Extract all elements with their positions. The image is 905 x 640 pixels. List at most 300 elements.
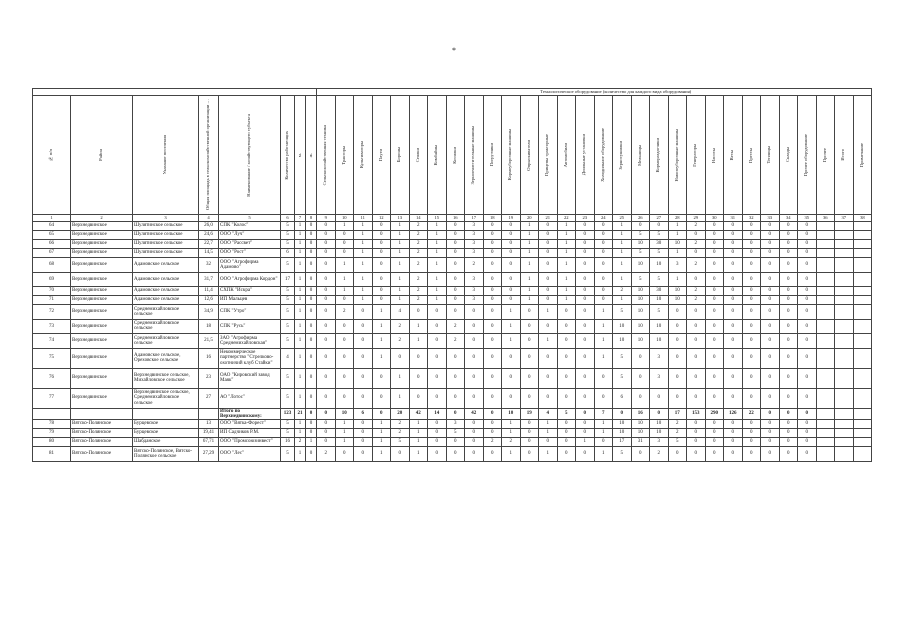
row-value: 0: [576, 429, 595, 438]
row-value: 0: [502, 240, 521, 249]
total-value: 0: [446, 408, 465, 420]
row-value: 0: [557, 420, 576, 429]
row-value: 0: [306, 447, 317, 462]
row-value: 1: [391, 258, 410, 273]
row-value: 0: [705, 420, 724, 429]
row-empty: [835, 287, 854, 296]
row-value: 0: [428, 388, 447, 408]
row-value: 0: [317, 438, 336, 447]
row-value: 1: [295, 368, 306, 388]
row-district: Верхнедвинское: [71, 319, 133, 334]
row-value: 0: [594, 249, 613, 258]
row-value: 0: [391, 447, 410, 462]
row-value: 0: [798, 420, 817, 429]
table-row: [33, 368, 872, 388]
row-value: 0: [539, 249, 558, 258]
row-value: 0: [539, 319, 558, 334]
row-empty: [853, 287, 872, 296]
col-header-label: Весы: [729, 149, 735, 161]
col-header-label: Зерноочистительные машины: [470, 125, 476, 185]
row-value: 5: [281, 231, 295, 240]
row-number: 71: [33, 296, 71, 305]
row-value: 0: [724, 368, 743, 388]
row-value: 1: [557, 258, 576, 273]
row-value: 0: [576, 388, 595, 408]
col-header-t29: [835, 96, 854, 215]
table-row: [33, 249, 872, 258]
row-value: 0: [724, 420, 743, 429]
table-row: [33, 334, 872, 349]
col-number: 10: [335, 215, 354, 222]
row-value: 1: [391, 240, 410, 249]
row-value: 1: [594, 429, 613, 438]
col-header-no: [33, 96, 71, 215]
row-value: 0: [539, 296, 558, 305]
row-value: 0: [428, 348, 447, 368]
row-value: 1: [502, 447, 521, 462]
col-number: 32: [742, 215, 761, 222]
row-value: 0: [306, 296, 317, 305]
col-number: 37: [835, 215, 854, 222]
row-value: 1: [520, 287, 539, 296]
row-area: 32: [199, 258, 219, 273]
row-value: 2: [446, 334, 465, 349]
row-value: 0: [465, 368, 484, 388]
row-empty: [853, 258, 872, 273]
row-value: 0: [687, 272, 706, 287]
row-empty: [853, 222, 872, 231]
row-value: 1: [335, 258, 354, 273]
row-value: 0: [354, 420, 373, 429]
col-header-t20: [668, 96, 687, 215]
row-value: 0: [539, 222, 558, 231]
row-value: 0: [724, 438, 743, 447]
row-number: 81: [33, 447, 71, 462]
row-value: 1: [502, 305, 521, 320]
row-value: 0: [335, 348, 354, 368]
row-value: 0: [687, 319, 706, 334]
row-value: 1: [520, 249, 539, 258]
row-value: 1: [391, 296, 410, 305]
row-value: 0: [705, 447, 724, 462]
row-value: 0: [306, 368, 317, 388]
row-value: 1: [295, 222, 306, 231]
row-empty: [853, 319, 872, 334]
row-value: 1: [557, 222, 576, 231]
col-number: 3: [133, 215, 199, 222]
row-value: 2: [687, 222, 706, 231]
row-settlement: Бурцевское: [133, 420, 199, 429]
row-value: 0: [779, 222, 798, 231]
row-value: 0: [317, 388, 336, 408]
row-area: 22,7: [199, 240, 219, 249]
row-district: Вятско-Полянское: [71, 420, 133, 429]
row-value: 0: [631, 368, 650, 388]
row-settlement: Вятско-Полянское, Вятско-Полянское сельское: [133, 447, 199, 462]
col-number: 24: [594, 215, 613, 222]
row-value: 0: [798, 388, 817, 408]
row-value: 0: [539, 287, 558, 296]
row-empty: [816, 429, 835, 438]
row-value: 0: [742, 249, 761, 258]
row-organization: ООО "Промсоюзинвест": [219, 438, 281, 447]
total-value: 123: [281, 408, 295, 420]
row-value: 0: [520, 429, 539, 438]
row-value: 1: [502, 334, 521, 349]
row-value: 0: [446, 287, 465, 296]
row-value: 0: [761, 231, 780, 240]
row-value: 0: [465, 348, 484, 368]
row-value: 1: [428, 258, 447, 273]
row-value: 0: [779, 240, 798, 249]
row-value: 2: [317, 447, 336, 462]
row-district: Верхнедвинское: [71, 296, 133, 305]
row-value: 5: [281, 258, 295, 273]
total-value: 126: [724, 408, 743, 420]
col-header-t26: [779, 96, 798, 215]
row-value: 1: [335, 429, 354, 438]
row-value: 1: [613, 258, 632, 273]
total-value: 5: [557, 408, 576, 420]
row-value: 0: [446, 240, 465, 249]
row-value: 1: [594, 348, 613, 368]
row-value: 1: [409, 420, 428, 429]
row-value: 0: [306, 348, 317, 368]
row-settlement: Верхнедвинское сельское, Михайловское сельское: [133, 368, 199, 388]
col-header-t8: [446, 96, 465, 215]
row-value: 1: [576, 438, 595, 447]
col-number: 4: [199, 215, 219, 222]
row-area: 27: [199, 388, 219, 408]
equipment-table: [32, 88, 872, 462]
row-value: 0: [539, 388, 558, 408]
row-value: 10: [613, 334, 632, 349]
row-value: 0: [446, 231, 465, 240]
row-value: 0: [520, 305, 539, 320]
row-value: 1: [354, 258, 373, 273]
row-value: 0: [557, 388, 576, 408]
col-header-label: Автомобили: [562, 142, 568, 168]
row-value: 5: [650, 231, 669, 240]
row-value: 5: [281, 296, 295, 305]
row-value: 0: [705, 388, 724, 408]
row-empty: [835, 334, 854, 349]
row-value: 2: [391, 429, 410, 438]
row-value: 0: [742, 272, 761, 287]
row-value: 0: [354, 348, 373, 368]
col-number: 25: [613, 215, 632, 222]
row-value: 0: [306, 420, 317, 429]
row-organization: СПК "Утро": [219, 305, 281, 320]
row-settlement: Шабданское: [133, 438, 199, 447]
col-header-t25: [761, 96, 780, 215]
row-value: 0: [594, 438, 613, 447]
row-value: 0: [483, 388, 502, 408]
row-value: 0: [520, 388, 539, 408]
row-value: 5: [650, 272, 669, 287]
row-district: Верхнедвинское: [71, 240, 133, 249]
row-settlement: Среднемихайловское сельское: [133, 334, 199, 349]
row-value: 0: [317, 429, 336, 438]
row-value: 1: [668, 222, 687, 231]
row-value: 0: [354, 334, 373, 349]
table-row: [33, 296, 872, 305]
row-value: 10: [631, 429, 650, 438]
col-header-label: Генераторы: [692, 143, 698, 167]
row-value: 0: [539, 272, 558, 287]
col-header-label: Насосы: [710, 147, 716, 163]
row-value: 0: [742, 447, 761, 462]
row-value: 0: [446, 438, 465, 447]
col-header-label: м.: [296, 152, 302, 158]
row-empty: [853, 249, 872, 258]
row-value: 0: [576, 287, 595, 296]
row-value: 0: [594, 296, 613, 305]
col-header-org: [219, 96, 281, 215]
row-value: 0: [372, 258, 391, 273]
row-value: 4: [281, 348, 295, 368]
row-value: 1: [539, 305, 558, 320]
row-value: 0: [317, 334, 336, 349]
row-value: 30: [650, 240, 669, 249]
row-empty: [816, 334, 835, 349]
row-value: 1: [335, 287, 354, 296]
row-value: 0: [483, 272, 502, 287]
row-settlement: Адамовское сельское: [133, 296, 199, 305]
row-value: 1: [613, 231, 632, 240]
row-value: 0: [687, 429, 706, 438]
row-value: 1: [372, 447, 391, 462]
col-header-label: Доильные установки: [581, 134, 587, 176]
table-row: [33, 305, 872, 320]
row-value: 0: [483, 447, 502, 462]
total-empty: [133, 408, 199, 420]
row-value: 1: [594, 319, 613, 334]
row-empty: [816, 438, 835, 447]
col-header-t6: [409, 96, 428, 215]
row-empty: [816, 249, 835, 258]
row-value: 5: [613, 368, 632, 388]
row-value: 0: [798, 222, 817, 231]
row-value: 31: [631, 438, 650, 447]
table-row: [33, 348, 872, 368]
row-value: 1: [354, 296, 373, 305]
row-value: 0: [483, 240, 502, 249]
row-value: 0: [465, 438, 484, 447]
row-value: 1: [428, 222, 447, 231]
col-number: 15: [428, 215, 447, 222]
row-value: 0: [798, 258, 817, 273]
row-organization: АО "Лотос": [219, 388, 281, 408]
row-value: 10: [613, 429, 632, 438]
row-empty: [853, 447, 872, 462]
row-value: 10: [668, 287, 687, 296]
row-value: 0: [539, 240, 558, 249]
row-settlement: Среднемихайловское сельское: [133, 305, 199, 320]
row-value: 2: [335, 305, 354, 320]
row-value: 0: [502, 272, 521, 287]
row-value: 0: [317, 305, 336, 320]
row-value: 0: [779, 420, 798, 429]
row-value: 2: [409, 231, 428, 240]
row-empty: [835, 249, 854, 258]
table-row: [33, 438, 872, 447]
row-organization: ИП Садчиков Р.М.: [219, 429, 281, 438]
row-value: 0: [650, 222, 669, 231]
row-value: 2: [687, 287, 706, 296]
row-district: Верхнедвинское: [71, 334, 133, 349]
row-empty: [816, 368, 835, 388]
row-value: 0: [687, 231, 706, 240]
row-value: 0: [761, 334, 780, 349]
row-value: 1: [354, 222, 373, 231]
row-area: 11,4: [199, 287, 219, 296]
row-value: 0: [687, 249, 706, 258]
row-value: 0: [798, 296, 817, 305]
col-number: 22: [557, 215, 576, 222]
row-value: 0: [483, 368, 502, 388]
row-value: 2: [483, 438, 502, 447]
row-number: 66: [33, 240, 71, 249]
row-value: 0: [483, 222, 502, 231]
row-value: 1: [520, 296, 539, 305]
row-number: 78: [33, 420, 71, 429]
row-district: Верхнедвинское: [71, 231, 133, 240]
row-value: 1: [391, 388, 410, 408]
row-value: 0: [317, 348, 336, 368]
row-value: 10: [650, 334, 669, 349]
row-value: 1: [295, 240, 306, 249]
row-value: 0: [761, 429, 780, 438]
row-value: 0: [317, 296, 336, 305]
table-row: [33, 222, 872, 231]
group-title: Технологическое оборудование (количество для каждого вида оборудования): [317, 89, 872, 96]
row-value: 0: [354, 438, 373, 447]
col-number: 34: [779, 215, 798, 222]
row-value: 0: [428, 319, 447, 334]
col-header-t30: [853, 96, 872, 215]
row-value: 0: [724, 296, 743, 305]
row-value: 0: [520, 447, 539, 462]
row-value: 0: [724, 231, 743, 240]
col-header-label: Бороны: [396, 147, 402, 163]
row-value: 0: [520, 319, 539, 334]
row-value: 1: [428, 272, 447, 287]
row-value: 0: [742, 296, 761, 305]
row-value: 4: [391, 305, 410, 320]
col-header-people: [281, 96, 295, 215]
col-header-t23: [724, 96, 743, 215]
row-value: 0: [576, 368, 595, 388]
col-number: 17: [465, 215, 484, 222]
col-number: 23: [576, 215, 595, 222]
row-value: 5: [613, 348, 632, 368]
row-value: 0: [502, 258, 521, 273]
row-value: 0: [631, 447, 650, 462]
row-value: 6: [281, 249, 295, 258]
row-value: 0: [306, 287, 317, 296]
row-value: 0: [779, 231, 798, 240]
row-empty: [853, 272, 872, 287]
row-number: 73: [33, 319, 71, 334]
row-value: 1: [539, 447, 558, 462]
row-settlement: Шулятинское сельское: [133, 222, 199, 231]
row-district: Верхнедвинское: [71, 222, 133, 231]
row-value: 0: [594, 287, 613, 296]
row-value: 0: [761, 240, 780, 249]
row-value: 0: [446, 222, 465, 231]
row-value: 0: [705, 348, 724, 368]
col-number: 36: [816, 215, 835, 222]
col-header-label: Прочее оборудование: [803, 133, 809, 177]
row-value: 0: [761, 319, 780, 334]
row-number: 77: [33, 388, 71, 408]
row-value: 1: [557, 231, 576, 240]
row-value: 0: [742, 305, 761, 320]
row-value: 5: [631, 249, 650, 258]
row-value: 0: [761, 420, 780, 429]
row-value: 0: [446, 249, 465, 258]
row-empty: [816, 348, 835, 368]
row-value: 0: [557, 438, 576, 447]
col-number: 19: [502, 215, 521, 222]
row-value: 0: [705, 249, 724, 258]
row-value: 0: [306, 334, 317, 349]
row-value: 2: [687, 258, 706, 273]
row-value: 0: [428, 334, 447, 349]
total-value: 42: [465, 408, 484, 420]
row-value: 0: [354, 319, 373, 334]
row-value: 2: [668, 429, 687, 438]
row-value: 0: [761, 272, 780, 287]
col-number: 9: [317, 215, 336, 222]
row-value: 0: [306, 231, 317, 240]
table-row: [33, 258, 872, 273]
row-value: 0: [502, 231, 521, 240]
row-value: 1: [428, 249, 447, 258]
row-value: 2: [465, 258, 484, 273]
row-value: 0: [372, 240, 391, 249]
row-value: 0: [483, 348, 502, 368]
row-value: 0: [317, 272, 336, 287]
total-value: 42: [409, 408, 428, 420]
row-value: 5: [668, 438, 687, 447]
row-value: 0: [705, 368, 724, 388]
total-value: 4: [539, 408, 558, 420]
col-number: 6: [281, 215, 295, 222]
row-value: 1: [520, 272, 539, 287]
total-value: 6: [354, 408, 373, 420]
row-value: 0: [705, 231, 724, 240]
row-value: 0: [761, 447, 780, 462]
col-header-t3: [354, 96, 373, 215]
row-organization: СПК "Колос": [219, 222, 281, 231]
row-value: 0: [779, 348, 798, 368]
col-header-label: Теплицы: [766, 146, 772, 164]
table-row: [33, 420, 872, 429]
row-value: 0: [428, 420, 447, 429]
row-value: 0: [668, 348, 687, 368]
row-value: 1: [295, 429, 306, 438]
col-header-label: Общая площадь в сельскохозяйственной организации …: [205, 99, 211, 211]
row-value: 0: [742, 319, 761, 334]
row-value: 0: [465, 388, 484, 408]
table-row: [33, 447, 872, 462]
col-header-label: Культиваторы: [359, 141, 365, 169]
row-value: 1: [613, 240, 632, 249]
row-value: 0: [539, 348, 558, 368]
row-value: 0: [687, 348, 706, 368]
